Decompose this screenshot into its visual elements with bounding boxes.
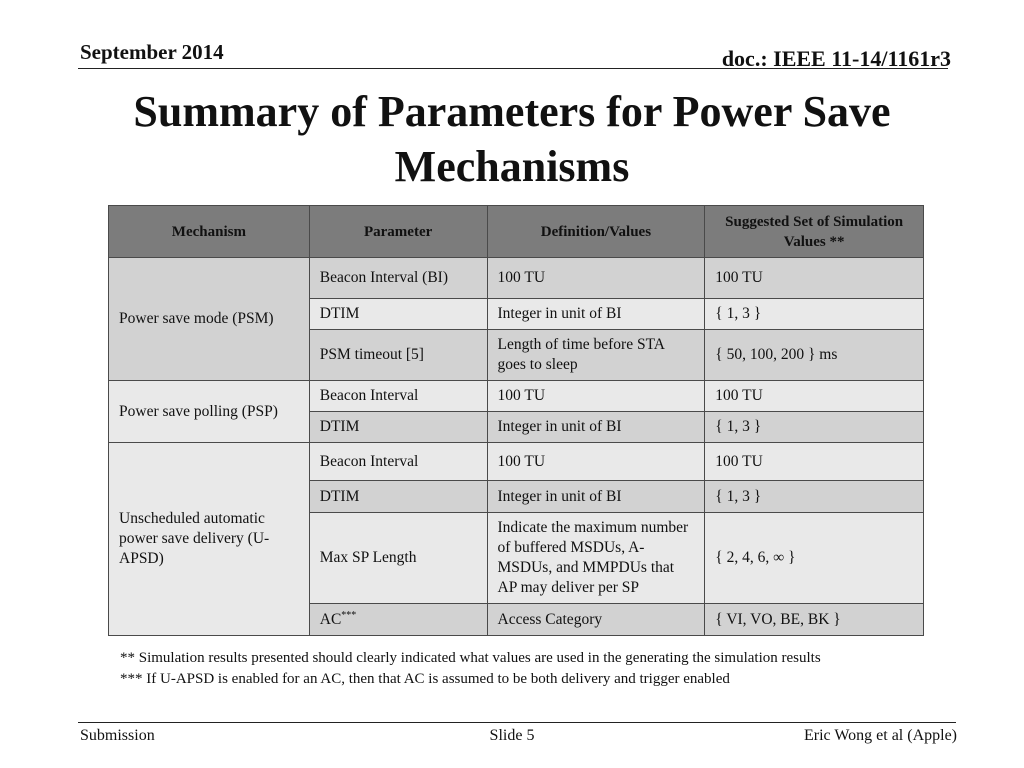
parameter-cell [309, 604, 487, 636]
values-cell: { 2, 4, 6, ∞ } [705, 513, 924, 604]
definition-cell: Length of time before STA goes to sleep [487, 330, 705, 381]
table-header-row [109, 206, 924, 258]
footnote-uapsd: *** If U-APSD is enabled for an AC, then that AC is assumed to be both delivery and trigger enabled [120, 671, 730, 687]
values-cell: { 1, 3 } [705, 481, 924, 513]
definition-cell: Integer in unit of BI [487, 412, 705, 443]
table-row [109, 443, 924, 481]
values-cell: 100 TU [705, 443, 924, 481]
definition-cell: Access Category [487, 604, 705, 636]
header-suggested-values: Suggested Set of Simulation Values ** [705, 206, 924, 258]
footer-divider [78, 722, 956, 723]
values-cell: 100 TU [705, 258, 924, 299]
header-doc-id: doc.: IEEE 11-14/1161r3 [721, 46, 951, 71]
mechanism-cell: Power save polling (PSP) [109, 381, 310, 443]
header-divider [78, 68, 948, 69]
parameter-cell: PSM timeout [5] [309, 330, 487, 381]
definition-cell: 100 TU [487, 443, 705, 481]
definition-cell: Indicate the maximum number of buffered MSDUs, A-MSDUs, and MMPDUs that AP may deliver per SP [487, 513, 705, 604]
footnotes [120, 648, 960, 690]
slide-title: Summary of Parameters for Power Save Mechanisms [133, 87, 891, 191]
parameter-cell: DTIM [309, 481, 487, 513]
values-cell: { VI, VO, BE, BK } [705, 604, 924, 636]
definition-cell: 100 TU [487, 258, 705, 299]
parameter-text: AC [319, 610, 342, 628]
parameter-cell: Beacon Interval [309, 443, 487, 481]
values-cell: { 1, 3 } [705, 412, 924, 443]
definition-cell: Integer in unit of BI [487, 299, 705, 330]
header-parameter: Parameter [309, 206, 487, 258]
parameter-footnote-mark: *** [341, 609, 357, 621]
table-row [109, 258, 924, 299]
header-definition: Definition/Values [487, 206, 705, 258]
table-row [109, 381, 924, 412]
mechanism-cell: Unscheduled automatic power save delivery (U-APSD) [109, 443, 310, 636]
header-date: September 2014 [80, 40, 224, 64]
footer-slide-number: Slide 5 [489, 727, 535, 744]
values-cell: { 50, 100, 200 } ms [705, 330, 924, 381]
values-cell: { 1, 3 } [705, 299, 924, 330]
parameters-table [108, 205, 924, 636]
footer-submission: Submission [80, 727, 155, 744]
parameter-cell: DTIM [309, 299, 487, 330]
parameter-cell: DTIM [309, 412, 487, 443]
parameter-cell: Beacon Interval (BI) [309, 258, 487, 299]
header-mechanism: Mechanism [109, 206, 310, 258]
values-cell: 100 TU [705, 381, 924, 412]
footnote-simulation-values: ** Simulation results presented should clearly indicated what values are used in the generating the simulation results [120, 650, 821, 666]
mechanism-cell: Power save mode (PSM) [109, 258, 310, 381]
parameter-cell: Max SP Length [309, 513, 487, 604]
definition-cell: 100 TU [487, 381, 705, 412]
footer-author: Eric Wong et al (Apple) [803, 727, 957, 744]
definition-cell: Integer in unit of BI [487, 481, 705, 513]
parameter-cell: Beacon Interval [309, 381, 487, 412]
